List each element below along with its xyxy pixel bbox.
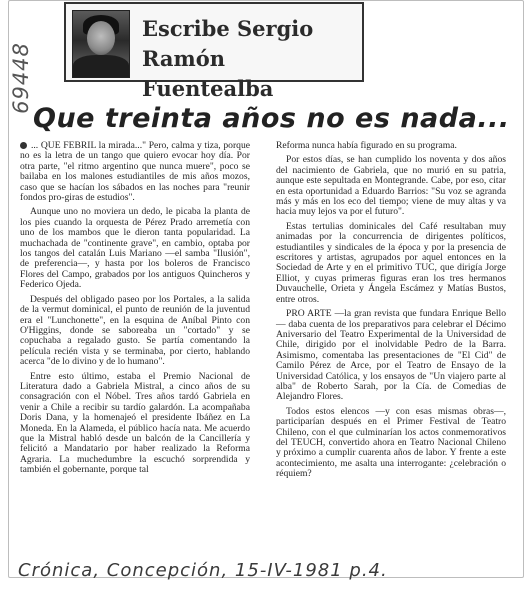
- byline: [142, 14, 357, 104]
- paragraph: Después del obligado paseo por los Portales, a la salida de la vermut dominical, el punto de reunión de la juventud era el "Lunchonette", en la esquina de Aníbal Pinto con O'Higgins, donde se saboreaba un "cortado" y se copuchaba a regalado gusto. Se partía comentando la película recién vista y se terminaba, por cierto, hablando acerca "de lo divino y de lo humano".: [20, 293, 250, 368]
- paragraph: Aunque uno no moviera un dedo, le picaba la planta de los pies cuando la orquesta de Pérez Prado arremetía con uno de los mambos que le dieron tanta popularidad. La muchachada de "continente grave", en cambio, optaba por los tangos del catalán Luis Mariano —el samba "Ilusión", de preferencia—, y hasta por los boleros de Francisco Flores del Campo, grabados por los antiguos Quincheros y Federico Ojeda.: [20, 206, 250, 291]
- byline-line-2: Ramón Fuentealba: [142, 46, 274, 101]
- article-column-right: [276, 141, 506, 484]
- archive-number-annotation: [9, 30, 33, 125]
- column-header: [64, 2, 364, 101]
- paragraph: Por estos días, se han cumplido los noventa y dos años del nacimiento de Gabriela, que no murió en su patria, aunque este sepultada en Montegrande. Cabe, por eso, citar en esta oportunidad a Eduardo Barrios: "Su voz se agranda más y más en los eco del tiempo; viene de muy altas y va hacia muy lejos va por el futuro".: [276, 154, 506, 218]
- author-photo-shoulders: [73, 55, 129, 78]
- byline-line-1: Escribe Sergio: [142, 16, 314, 41]
- paragraph: Todos estos elencos —y con esas mismas obras—, participarían después en el Primer Festival de Teatro Chileno, con el que culminarían los actos conmemorativos del TEUCH, convertido ahora en Teatro Nacional Chileno y próximo a cumplir cuarenta años de labor. Y frente a este acontecimiento, me asalta una interrogante: ¿celebración o réquiem?: [276, 405, 506, 480]
- paragraph: Entre esto último, estaba el Premio Nacional de Literatura dado a Gabriela Mistral, a cinco años de su consagración con el Nóbel. Tres años tardó Gabriela en venir a Chile a recibir su tardío galardón. La acompañaba Doris Dana, y la homenajeó el presidente Ibáñez en La Moneda. En la Alameda, el público hacía nata. Me acuerdo que la Mistral habló desde un balcón de la Cancillería y felicitó a Mandatario por haber realizado la Reforma Agraria. La muchedumbre la escuchó sorprendida y también el gobernante, porque tal: [20, 370, 250, 476]
- archive-number-text: 69448: [9, 41, 33, 114]
- article-headline: Que treinta años no es nada...: [33, 103, 510, 134]
- paragraph: Reforma nunca había figurado en su programa.: [276, 140, 457, 151]
- handwritten-source-note: Crónica, Concepción, 15-IV-1981 p.4.: [18, 560, 388, 581]
- author-photo: [72, 10, 130, 78]
- paragraph: [20, 141, 250, 203]
- bullet-icon: [20, 142, 27, 149]
- author-photo-face: [87, 21, 115, 55]
- paragraph-text: ... QUE FEBRIL la mirada..." Pero, calma y tiza, porque no es la letra de un tango que quiero evocar hoy día. Por otra parte, "el ritmo argentino que nunca muere", poco se bailaba en los malones estudiantiles de mis años mozos, caso que se hacían los sábados en las noches para "reunir fondos pro-giras de estudios".: [20, 140, 250, 204]
- article-column-left: [20, 141, 250, 480]
- paragraph: PRO ARTE —la gran revista que fundara Enrique Bello— daba cuenta de los preparativos para celebrar el Décimo Aniversario del Teatro Experimental de la Universidad de Chile, dirigido por el inolvidable Pedro de la Barra. Asimismo, comentaba las presentaciones de "El Cid" de Camilo Pérez de Arce, por el Teatro de Ensayo de la Universidad Católica, y los ensayos de "Un viajero parte al alba" de Roberto Sarah, por la Cía. de Comedias de Alejandro Flores.: [276, 308, 506, 403]
- paragraph: Estas tertulias dominicales del Café resultaban muy animadas por la concurrencia de dirigentes políticos, estudiantiles y sindicales de la época y por la presencia de escritores y artistas, agrupados por aquel entonces en la Sociedad de Arte y en el primitivo TUC, que dirigía Jorge Elliot, y cuyas primeras figuras eran los tres hermanos Duvauchelle, Orieta y Ángela Escámez y Matías Bustos, entre otros.: [276, 220, 506, 305]
